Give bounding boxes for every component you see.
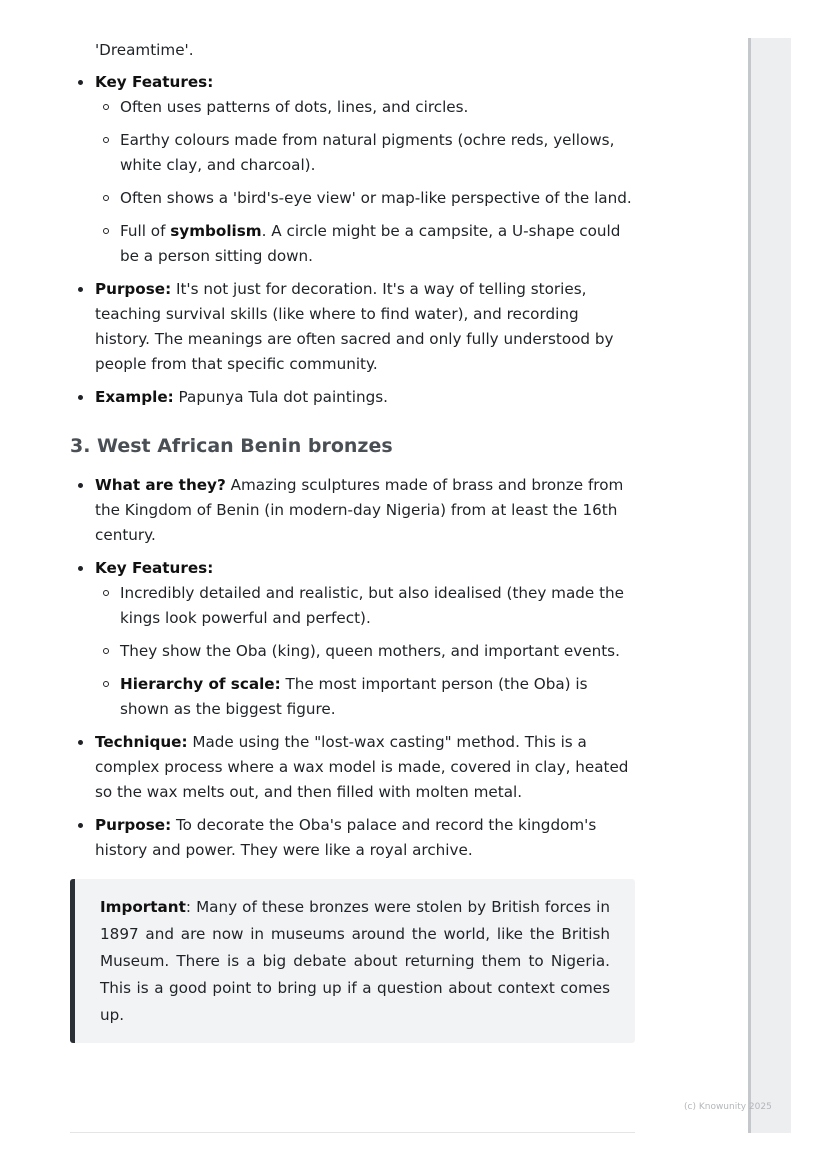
list-item (95, 639, 635, 664)
purpose-text: To decorate the Oba's palace and record the kingdom's history and power. They were like a royal archive. (95, 816, 597, 859)
list-item (95, 672, 635, 722)
key-features-label: Key Features: (95, 559, 214, 577)
example-label: Example: (95, 388, 174, 406)
copyright-text: (c) Knowunity 2025 (684, 1102, 772, 1112)
purpose-label: Purpose: (95, 280, 172, 298)
what-text: Amazing sculptures made of brass and bronze from the Kingdom of Benin (in modern-day Nigeria) from at least the 16th century. (95, 476, 624, 544)
item-text: Full of (120, 222, 171, 240)
key-features-sublist (95, 581, 635, 722)
list-item-what (70, 473, 635, 548)
item-text: Earthy colours made from natural pigments (ochre reds, yellows, white clay, and charcoal). (120, 131, 615, 174)
list-item-purpose (70, 813, 635, 863)
list-item (95, 219, 635, 269)
list-item-technique (70, 730, 635, 805)
item-text: They show the Oba (king), queen mothers, and important events. (120, 642, 620, 660)
callout-text: : Many of these bronzes were stolen by British forces in 1897 and are now in museums around the world, like the British Museum. There is a big debate about returning them to Nigeria. This is a good point to bring up if a question about context comes up. (100, 898, 610, 1024)
section2-list (70, 70, 635, 410)
purpose-text: It's not just for decoration. It's a way of telling stories, teaching survival skills (like where to find water), and recording history. The meanings are often sacred and only fully understood by people from that specific community. (95, 280, 614, 373)
item-text: Often uses patterns of dots, lines, and circles. (120, 98, 469, 116)
list-item-key-features (70, 70, 635, 269)
item-bold: symbolism (170, 222, 262, 240)
technique-label: Technique: (95, 733, 188, 751)
important-callout (70, 879, 635, 1043)
list-item-key-features (70, 556, 635, 722)
key-features-label: Key Features: (95, 73, 214, 91)
item-text: The most important person (the Oba) is shown as the biggest figure. (120, 675, 588, 718)
list-item-example (70, 385, 635, 410)
intro-tail: 'Dreamtime'. (95, 41, 194, 59)
technique-text: Made using the "lost-wax casting" method. This is a complex process where a wax model is made, covered in clay, heated so the wax melts out, and then filled with molten metal. (95, 733, 629, 801)
document-content (70, 38, 635, 1043)
example-text: Papunya Tula dot paintings. (173, 388, 388, 406)
callout-label: Important (100, 898, 186, 916)
list-item-purpose (70, 277, 635, 377)
footer-divider (70, 1132, 635, 1133)
list-item (95, 128, 635, 178)
list-item (95, 186, 635, 211)
list-item (95, 581, 635, 631)
item-bold: Hierarchy of scale: (120, 675, 281, 693)
item-text: . A circle might be a campsite, a U-shape could be a person sitting down. (120, 222, 621, 265)
right-sidebar (748, 38, 791, 1133)
list-item (95, 95, 635, 120)
section-heading: 3. West African Benin bronzes (70, 435, 393, 457)
purpose-label: Purpose: (95, 816, 172, 834)
item-text: Incredibly detailed and realistic, but also idealised (they made the kings look powerful and perfect). (120, 584, 625, 627)
what-label: What are they? (95, 476, 226, 494)
item-text: Often shows a 'bird's-eye view' or map-like perspective of the land. (120, 189, 632, 207)
key-features-sublist (95, 95, 635, 269)
section3-list (70, 473, 635, 863)
